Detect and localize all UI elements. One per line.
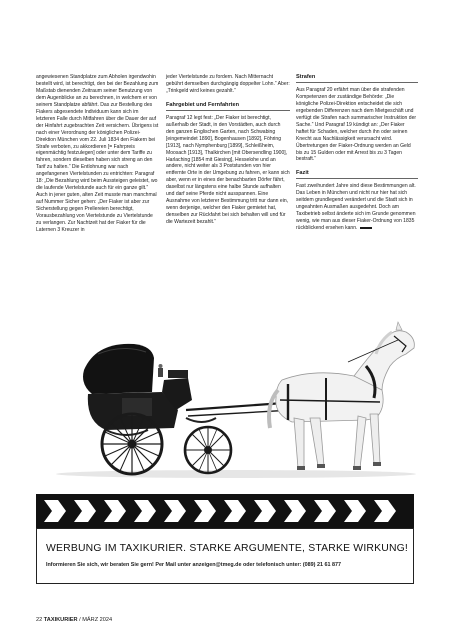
paragraph: jeder Viertelstunde zu fordern. Nach Mitternacht gebührt demselben durchgängig doppelter Lohn.“ Aber: „Trinkgeld wird keines gezahlt.“ — [166, 74, 290, 94]
section-heading-fazit: Fazit — [296, 170, 418, 179]
paragraph-text: Fast zweihundert Jahre sind diese Bestimmungen alt. Das Leben in München und nicht nur hier hat sich seitdem grundlegend verändert und die Stadt sich in ungeahnten Ausmaßen ausgedehnt. Doch am Taxibetrieb selbst änderte sich im Grunde genommen wenig, wie man aus dieser Fiaker-Ordnung von 1835 rückblickend ersehen kann. — [296, 183, 416, 232]
ad-banner — [36, 528, 414, 584]
page-number: 22 — [36, 617, 43, 623]
paragraph: Paragraf 12 legt fest: „Der Fiaker ist berechtigt, außerhalb der Stadt, in den Vorstädten, auch durch den ganzen Englischen Garten, nach Schwabing [eingemeindet 1890], Bogenhausen [1892], Föhring [1913], nach Nymphenburg [1899], Schleißheim, Moosach [1913], Thalkirchen [mit Obersendling 1900], Harlaching [1854 mit Giesing], Hesselohe und an andere, nicht weiter als 3 Poststunden von hier entfernte Orte in der Umgebung zu fahren, er kann sich aber, wenn er in eines der benachbarten Dörfer fährt, daselbst nur längstens eine halbe Stunde aufhalten und darf seine Pferde nicht ausspannen. Eine Ausnahme von letzterer Bestimmung tritt nur dann ein, wenn derjenige, welcher den Fiaker gemietet hat, denselben zur Rückfahrt bei sich behalten will und für die Wartezeit bezahlt.“ — [166, 114, 290, 226]
section-heading-fahrgebiet: Fahrgebiet und Fernfahrten — [166, 102, 290, 111]
ad-contact-info: Informieren Sie sich, wir beraten Sie gern! Per Mail unter anzeigen@tmeg.de oder telefonisch unter: (089) 21 61 877 — [46, 562, 341, 568]
ad-headline: WERBUNG IM TAXIKURIER. STARKE ARGUMENTE, STARKE WIRKUNG! — [46, 543, 409, 554]
article-column-2 — [166, 74, 290, 226]
article-column-3 — [296, 74, 418, 232]
article-column-1 — [36, 74, 159, 234]
ad-chevron-stripes — [36, 494, 414, 528]
paragraph: Aus Paragraf 20 erfährt man über die strafenden Kompetenzen der zuständige Behörde: „Die königliche Polizei-Direktion entscheidet die sich ergebenden Differenzen nach dem Mietgeschäft und verfügt die Strafen nach summarischer Instruktion der Sache.“ Und Paragraf 19 kündigt an: „Der Fiaker haftet für Schaden, welcher durch ihn oder seinen Knecht aus Nachlässigkeit verursacht wird. Übertretungen der Fiaker-Ordnung werden an Geld bis zu 15 Gulden oder mit Arrest bis zu 3 Tagen bestraft.“ — [296, 86, 417, 163]
page-footer — [36, 617, 112, 623]
fiaker-carriage-photo — [36, 318, 424, 480]
article-end-mark — [360, 227, 372, 230]
paragraph — [296, 183, 418, 232]
magazine-name: TAXIKURIER — [43, 617, 78, 623]
section-heading-strafen: Strafen — [296, 74, 418, 83]
issue-date: MÄRZ 2024 — [82, 617, 113, 623]
footer-separator: / — [79, 617, 81, 623]
paragraph: angewiesenen Standplatze zum Abholen irgendwohin bestellt wird, ist berechtigt, den bei der Bezahlung zum Maßstab dienenden Zeitraum seiner Benutzung von dem Augenblicke an zu berechnen, in welchem er von seinem Standplatze abfährt. Das zur Bestellung des Fiakers abgesendete Individuum kann sich im letzteren Falle durch Mitfahren über die Dauer der auf der Hinfahrt zugebrachten Zeit versichern. Übrigens ist nach einer Verordnung der königlichen Polizei-Direktion München vom 22. Juli 1834 den Fiakern bei Strafe verboten, zu akkordieren [= Fahrpreis eigenmächtig festzulegen] oder unter dem Tariffe zu fahren, sondern dieselben haben sich streng an den Tarif zu halten.“ Die Entlohnung war nach angefangenen Viertelstunden zu entrichten: Paragraf 18: „Die Bezahlung wird beim Aussteigen geleistet, wo die laufende Viertelstunde auch für ein ganze gilt.“ Auch in jener guten, alten Zeit musste man manchmal auf Nummer Sicher gehen: „Der Fiaker ist aber zur Sicherstellung gegen Prellereien berechtigt, Vorausbezahlung von Viertelstunde zu Viertelstunde zu verlangen. Zur Nachtzeit hat der Fiaker für die Laternen 3 Kreuzer in — [36, 74, 159, 233]
